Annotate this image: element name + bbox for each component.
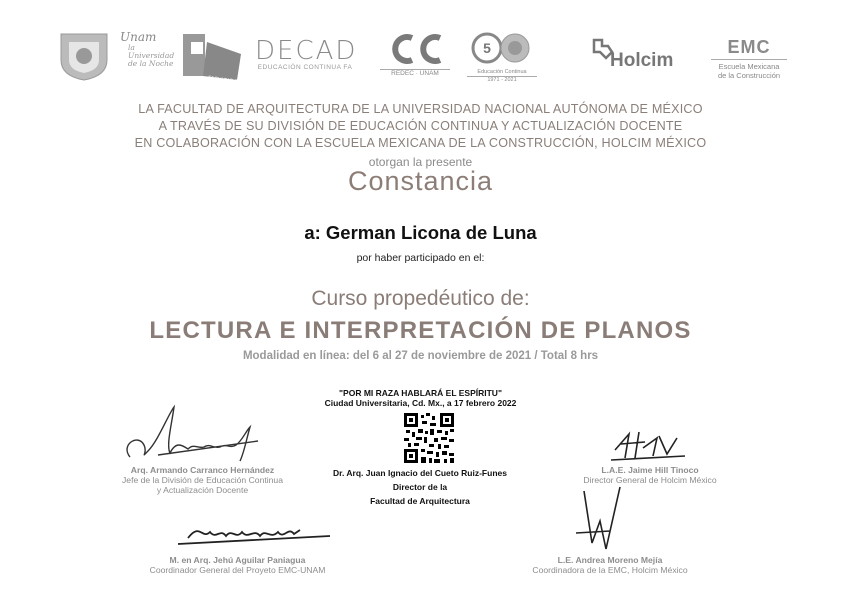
participation-text: por haber participado en el:	[356, 252, 485, 264]
decad-logo	[255, 36, 358, 71]
signature-hill	[605, 428, 695, 468]
decad-title: DECAD	[255, 36, 358, 66]
fa-logo-text: FACULTAD DE ARQUITECTURA	[207, 75, 283, 92]
sig-left-top-name: Arq. Armando Carranco Hernández	[130, 465, 275, 475]
grant-text: otorgan la presente	[368, 155, 473, 169]
signature-moreno	[570, 483, 640, 563]
sig-right-bottom-name: L.E. Andrea Moreno Mejía	[557, 555, 663, 565]
redec-subtitle: REDEC · UNAM	[380, 69, 450, 77]
redec-logo	[380, 34, 450, 77]
emc-logo	[707, 38, 791, 80]
sig-left-bottom-role-1: Coordinador General del Proyeto EMC-UNAM	[149, 565, 326, 575]
header-line-3: EN COLABORACIÓN CON LA ESCUELA MEXICANA DE LA CONSTRUCCIÓN, HOLCIM MÉXICO	[134, 136, 707, 150]
sig-right-bottom	[520, 555, 700, 575]
decad-subtitle: EDUCACIÓN CONTINUA FA	[257, 64, 353, 71]
sig-right-top	[570, 465, 730, 485]
course-name: LECTURA E INTERPRETACIÓN DE PLANOS	[149, 317, 692, 344]
universidad-noche-text: la Universidad de la Noche	[128, 43, 175, 68]
emc-title: EMC	[727, 37, 771, 57]
course-modality: Modalidad en línea: del 6 al 27 de noviembre de 2021 / Total 8 hrs	[242, 350, 599, 362]
unam-shield-logo	[55, 30, 113, 82]
sig-center-role-2: Facultad de Arquitectura	[370, 496, 470, 506]
logo-strip	[55, 28, 795, 92]
signature-aguilar	[170, 518, 340, 554]
certificate-title: Constancia	[347, 166, 494, 196]
fifty-years-icon	[469, 32, 535, 64]
fifty-years-range: 1971 - 2021	[467, 76, 537, 84]
facultad-arquitectura-logo	[181, 32, 283, 92]
emc-subtitle-2: de la Construcción	[717, 71, 781, 80]
sig-center-name: Dr. Arq. Juan Ignacio del Cueto Ruiz-Funes	[333, 468, 507, 478]
sig-right-top-name: L.A.E. Jaime Hill Tinoco	[601, 465, 699, 475]
signature-carranco	[118, 405, 268, 470]
sig-left-bottom-name: M. en Arq. Jehú Aguilar Paniagua	[169, 555, 306, 565]
motto: "POR MI RAZA HABLARÁ EL ESPÍRITU"	[339, 388, 502, 398]
recipient-name: a: German Licona de Luna	[304, 222, 537, 243]
sig-left-top	[95, 465, 310, 495]
emc-subtitle-1: Escuela Mexicana	[718, 62, 780, 71]
fifty-years-logo	[467, 32, 537, 84]
sig-center	[320, 466, 520, 508]
holcim-text: Holcim	[610, 50, 674, 71]
universidad-noche-logo	[120, 30, 175, 82]
qr-code	[404, 413, 454, 463]
fifty-years-sub: Educación Continua	[477, 69, 527, 75]
course-type: Curso propedéutico de:	[311, 287, 530, 310]
sig-center-role-1: Director de la	[392, 482, 448, 492]
header-line-2: A TRAVÉS DE SU DIVISIÓN DE EDUCACIÓN CONTINUA Y ACTUALIZACIÓN DOCENTE	[158, 119, 683, 133]
sig-right-top-role-1: Director General de Holcim México	[583, 475, 717, 485]
svg-text:5: 5	[483, 40, 491, 56]
sig-left-top-role-1: Jefe de la División de Educación Continua	[122, 475, 283, 485]
holcim-logo	[590, 36, 690, 80]
sig-right-bottom-role-1: Coordinadora de la EMC, Holcim México	[532, 565, 688, 575]
sig-left-top-role-2: y Actualización Docente	[156, 485, 249, 495]
sig-left-bottom	[130, 555, 345, 575]
unam-script-text: Unam	[120, 30, 157, 44]
header-line-1: LA FACULTAD DE ARQUITECTURA DE LA UNIVERSIDAD NACIONAL AUTÓNOMA DE MÉXICO	[138, 102, 703, 116]
redec-icon	[384, 34, 446, 64]
place-date: Ciudad Universitaria, Cd. Mx., a 17 febrero 2022	[324, 398, 517, 408]
